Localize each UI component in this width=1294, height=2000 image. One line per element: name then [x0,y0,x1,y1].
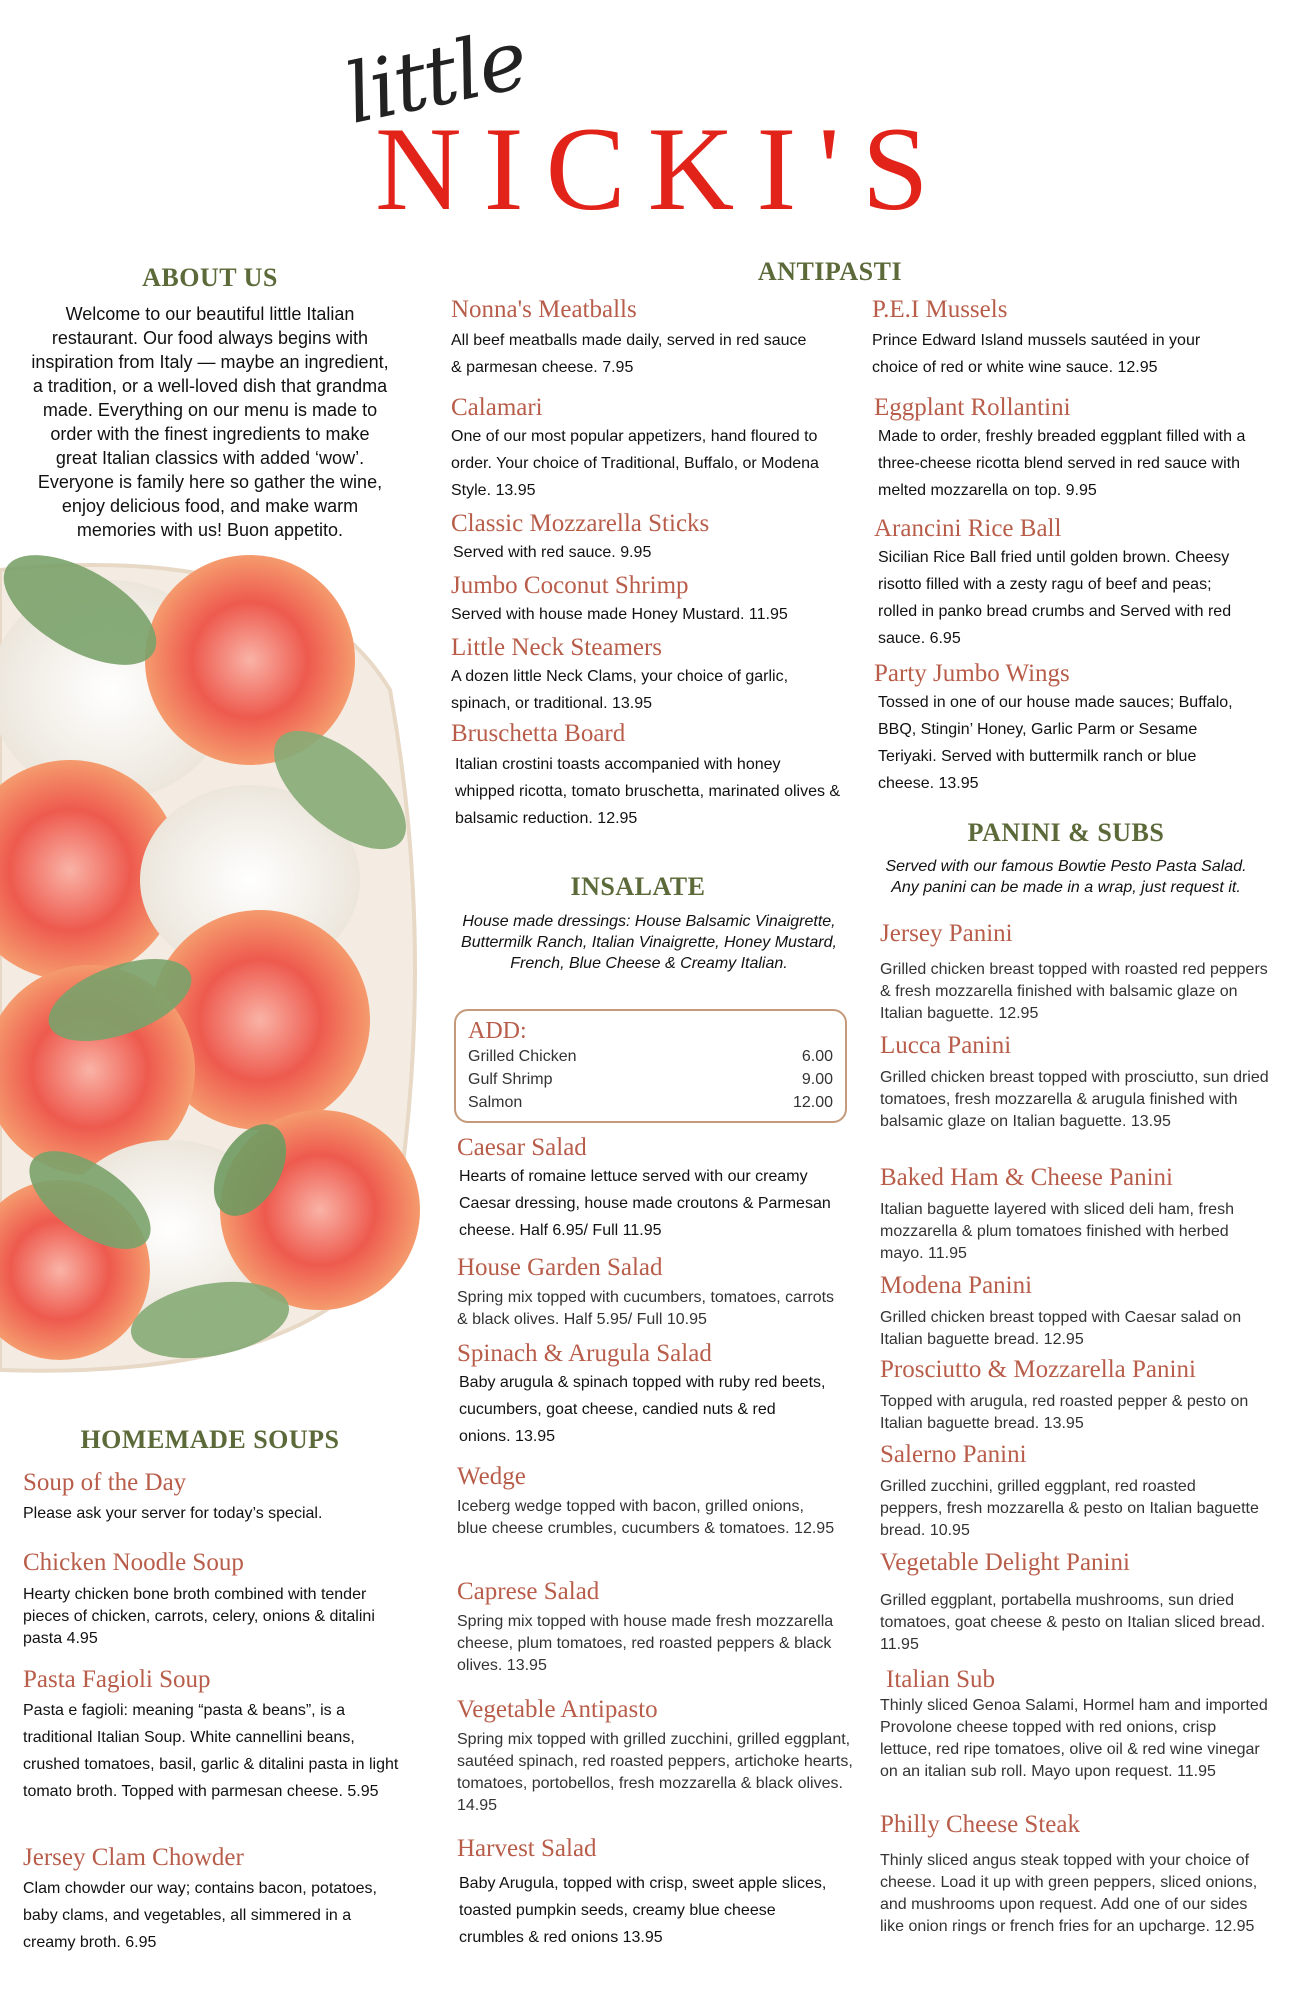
item-description: Pasta e fagioli: meaning “pasta & beans”, is a traditional Italian Soup. White cannellini beans, crushed tomatoes, basil, garlic & ditalini pasta in light tomato broth. Topped with parmesan cheese. 5.95 [23,1702,399,1800]
item-description: Served with house made Honey Mustard. 11.95 [451,606,788,623]
panini-title: PANINI & SUBS [967,818,1165,847]
menu-item [457,1695,862,1817]
item-name: P.E.I Mussels [872,296,1008,323]
item-description: Grilled chicken breast topped with prosciutto, sun dried tomatoes, fresh mozzarella & arugula finished with balsamic glaze on Italian baguette. 13.95 [880,1069,1269,1130]
item-name: Bruschetta Board [451,720,626,747]
item-description: All beef meatballs made daily, served in red sauce & parmesan cheese. 7.95 [451,332,807,376]
item-description: Served with red sauce. 9.95 [453,544,652,561]
item-name: Spinach & Arugula Salad [457,1340,712,1367]
menu-item [880,1810,1270,1938]
dressings-note: House made dressings: House Balsamic Vinaigrette, Buttermilk Ranch, Italian Vinaigrette, Honey Mustard, French, Blue Cheese & Creamy Italian. [461,913,837,972]
item-description: Made to order, freshly breaded eggplant filled with a three-cheese ricotta blend served in red sauce with melted mozzarella on top. 9.95 [878,428,1246,499]
item-description: Iceberg wedge topped with bacon, grilled onions, blue cheese crumbles, cucumbers & tomatoes. 12.95 [457,1498,835,1537]
menu-item [451,571,831,628]
item-name: Prosciutto & Mozzarella Panini [880,1356,1196,1383]
menu-item [880,1163,1270,1265]
item-description: Grilled eggplant, portabella mushrooms, sun dried tomatoes, goat cheese & pesto on Italian sliced bread. 11.95 [880,1592,1266,1653]
antipasti-title: ANTIPASTI [757,257,903,286]
item-name: Party Jumbo Wings [874,660,1070,687]
item-name: Pasta Fagioli Soup [23,1666,211,1693]
item-description: Hearty chicken bone broth combined with tender pieces of chicken, carrots, celery, onions & ditalini pasta 4.95 [23,1586,375,1647]
item-name: Modena Panini [880,1272,1033,1299]
item-name: Philly Cheese Steak [880,1811,1080,1838]
item-description: Spring mix topped with cucumbers, tomatoes, carrots & black olives. Half 5.95/ Full 10.95 [457,1289,835,1328]
add-protein-box [454,1009,847,1123]
item-name: Caprese Salad [457,1578,600,1605]
item-description: Topped with arugula, red roasted pepper & pesto on Italian baguette bread. 13.95 [880,1393,1249,1432]
add-row [468,1091,833,1114]
item-name: Arancini Rice Ball [874,515,1062,542]
item-description: Prince Edward Island mussels sautéed in your choice of red or white wine sauce. 12.95 [872,332,1201,376]
menu-item [872,295,1242,381]
logo-script-little: little [337,12,535,143]
item-name: House Garden Salad [457,1254,663,1281]
menu-item [874,514,1254,652]
item-name: Salerno Panini [880,1441,1027,1468]
item-description: One of our most popular appetizers, hand floured to order. Your choice of Traditional, Buffalo, or Modena Style. 13.95 [451,428,819,499]
menu-item [457,1339,827,1450]
item-name: Nonna's Meatballs [451,296,637,323]
item-description: Spring mix topped with house made fresh mozzarella cheese, plum tomatoes, red roasted peppers & black olives. 13.95 [457,1613,834,1674]
item-description: Sicilian Rice Ball fried until golden brown. Cheesy risotto filled with a zesty ragu of beef and peas; rolled in panko bread crumbs and Served with red sauce. 6.95 [878,549,1232,647]
item-description: Italian baguette layered with sliced deli ham, fresh mozzarella & plum tomatoes finished with herbed mayo. 11.95 [880,1201,1234,1262]
item-name: Harvest Salad [457,1835,597,1862]
item-description: Tossed in one of our house made sauces; Buffalo, BBQ, Stingin’ Honey, Garlic Parm or Sesame Teriyaki. Served with buttermilk ranch or blue cheese. 13.95 [878,694,1233,792]
item-name: Eggplant Rollantini [874,394,1071,421]
item-name: Little Neck Steamers [451,634,663,661]
menu-item [874,659,1254,797]
item-description: Italian crostini toasts accompanied with honey whipped ricotta, tomato bruschetta, marinated olives & balsamic reduction. 12.95 [455,756,841,827]
add-row [468,1045,833,1068]
add-label: Grilled Chicken [468,1048,577,1065]
insalate-title: INSALATE [570,872,706,901]
item-name: Soup of the Day [23,1469,187,1496]
menu-item [880,1665,1270,1783]
item-name: Jersey Panini [880,920,1013,947]
item-description: Please ask your server for today’s special. [23,1505,323,1522]
menu-item [23,1843,383,1956]
item-name: Italian Sub [886,1666,996,1693]
item-name: Jersey Clam Chowder [23,1844,244,1871]
add-price: 12.00 [792,1094,833,1111]
item-name: Classic Mozzarella Sticks [451,510,710,537]
item-name: Wedge [457,1463,526,1490]
menu-item [457,1133,837,1244]
menu-item [880,1440,1260,1542]
item-name: Jumbo Coconut Shrimp [451,572,689,599]
add-label: Salmon [468,1094,523,1111]
item-description: Clam chowder our way; contains bacon, potatoes, baby clams, and vegetables, all simmered in a creamy broth. 6.95 [23,1880,377,1951]
about-text: Welcome to our beautiful little Italian restaurant. Our food always begins with inspiration from Italy — maybe an ingredient, a tradition, or a well-loved dish that grandma made. Everything on our menu is made to order with the finest ingredients to make great Italian classics with added ‘wow’. Everyone is family here so gather the wine, enjoy delicious food, and make warm memories with us! Buon appetito. [31,304,389,540]
item-description: Grilled chicken breast topped with Caesar salad on Italian baguette bread. 12.95 [880,1309,1242,1348]
menu-item [23,1468,403,1527]
item-description: Baby Arugula, topped with crisp, sweet apple slices, toasted pumpkin seeds, creamy blue cheese crumbles & red onions 13.95 [459,1875,827,1946]
menu-item [880,1355,1260,1435]
menu-item [880,1548,1275,1656]
menu-item [451,509,821,566]
item-description: Hearts of romaine lettuce served with our creamy Caesar dressing, house made croutons & Parmesan cheese. Half 6.95/ Full 11.95 [459,1168,831,1239]
item-name: Vegetable Delight Panini [880,1549,1130,1576]
item-description: Grilled zucchini, grilled eggplant, red roasted peppers, fresh mozzarella & pesto on Italian baguette bread. 10.95 [880,1478,1259,1539]
menu-item [451,633,831,717]
add-label: Gulf Shrimp [468,1071,553,1088]
menu-item [880,1031,1270,1133]
item-name: Calamari [451,394,543,421]
item-description: Spring mix topped with grilled zucchini, grilled eggplant, sautéed spinach, red roasted peppers, artichoke hearts, tomatoes, portobellos, fresh mozzarella & black olives. 14.95 [457,1731,853,1814]
menu-item [880,919,1270,1025]
item-name: Chicken Noodle Soup [23,1549,244,1576]
caprese-illustration [0,550,420,1380]
menu-item [880,1271,1260,1351]
item-name: Vegetable Antipasto [457,1696,658,1723]
menu-item [457,1462,837,1540]
item-description: Thinly sliced angus steak topped with your choice of cheese. Load it up with green peppers, sliced onions, and mushrooms upon request. Add one of our sides like onion rings or french fries for an upcharge. 12.95 [880,1852,1258,1935]
menu-item [457,1253,837,1331]
item-description: Baby arugula & spinach topped with ruby red beets, cucumbers, goat cheese, candied nuts & red onions. 13.95 [459,1374,826,1445]
item-name: Caesar Salad [457,1134,587,1161]
item-name: Baked Ham & Cheese Panini [880,1164,1173,1191]
menu-item [457,1577,847,1677]
menu-item [451,295,821,381]
add-price: 6.00 [801,1048,833,1065]
logo-nickis: NICKI'S [375,102,951,235]
add-price: 9.00 [801,1071,833,1088]
about-title: ABOUT US [142,263,278,292]
item-description: Thinly sliced Genoa Salami, Hormel ham and imported Provolone cheese topped with red onions, crisp lettuce, red ripe tomatoes, olive oil & red wine vinegar on an italian sub roll. Mayo upon request. 11.95 [880,1697,1268,1780]
soups-title: HOMEMADE SOUPS [80,1425,340,1454]
add-row [468,1068,833,1091]
menu-item [457,1834,827,1951]
item-name: Lucca Panini [880,1032,1012,1059]
item-description: A dozen little Neck Clams, your choice of garlic, spinach, or traditional. 13.95 [451,668,789,712]
menu-item [451,719,841,832]
menu-item [23,1548,378,1650]
menu-item [23,1665,413,1805]
item-description: Grilled chicken breast topped with roasted red peppers & fresh mozzarella finished with balsamic glaze on Italian baguette. 12.95 [880,961,1268,1022]
panini-note: Served with our famous Bowtie Pesto Pasta Salad. Any panini can be made in a wrap, just request it. [885,858,1247,896]
menu-item [451,393,821,504]
menu-item [874,393,1254,504]
add-title: ADD: [468,1018,527,1044]
